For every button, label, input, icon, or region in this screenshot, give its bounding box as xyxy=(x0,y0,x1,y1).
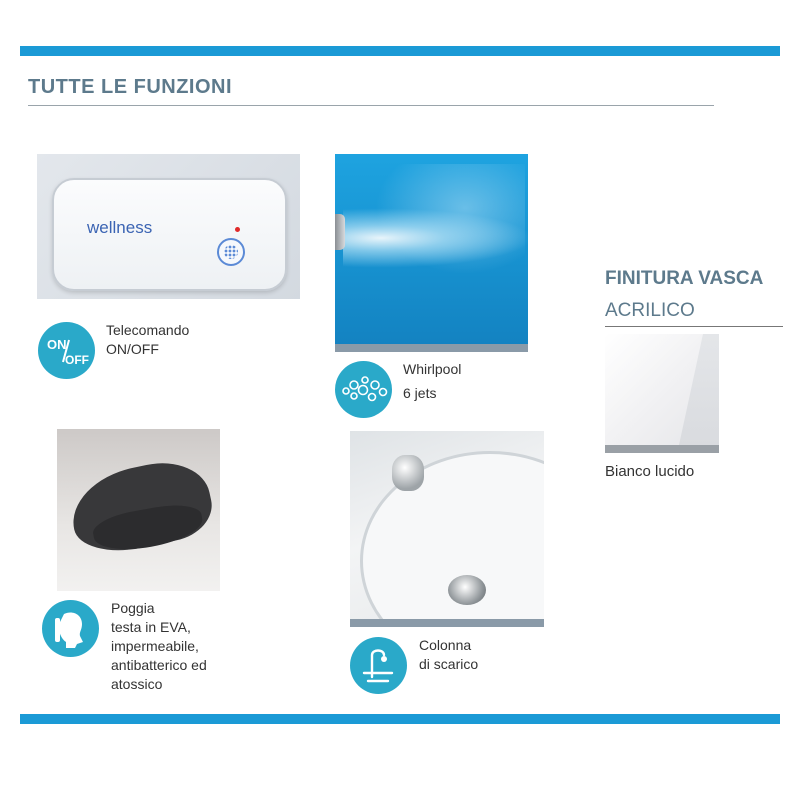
drain-caption xyxy=(419,636,478,674)
remote-control-photo xyxy=(37,154,300,299)
caption-line: impermeabile, xyxy=(111,638,199,654)
finish-divider xyxy=(605,326,783,327)
on-off-icon xyxy=(38,322,95,379)
caption-line: Colonna xyxy=(419,637,472,653)
jet-nozzle xyxy=(335,214,345,250)
caption-line: 6 jets xyxy=(403,385,437,401)
finish-swatch-label: Bianco lucido xyxy=(605,463,695,480)
bubbles-icon xyxy=(335,361,392,418)
remote-panel xyxy=(52,178,287,291)
caption-line: Telecomando xyxy=(106,322,190,338)
on-off-icon-bottom: OFF xyxy=(65,353,89,367)
drain-column-icon xyxy=(350,637,407,694)
on-off-icon-top: ON xyxy=(47,337,67,352)
caption-line: testa in EVA, xyxy=(111,619,191,635)
remote-button-icon xyxy=(217,238,245,266)
swatch-base xyxy=(605,445,719,453)
jet-stream xyxy=(343,208,528,268)
caption-line: di scarico xyxy=(419,656,479,672)
headrest-caption xyxy=(111,599,207,694)
photo-base xyxy=(350,619,544,627)
tub-curve xyxy=(360,451,544,627)
overflow-knob xyxy=(392,455,424,491)
section-title: TUTTE LE FUNZIONI xyxy=(28,76,233,98)
finish-material: ACRILICO xyxy=(605,300,695,321)
caption-line: antibatterico ed xyxy=(111,657,207,673)
top-accent-bar xyxy=(20,46,780,56)
finish-title: FINITURA VASCA xyxy=(605,268,764,289)
swatch-shade xyxy=(679,334,719,445)
photo-base xyxy=(335,344,528,352)
drain-photo xyxy=(350,431,544,627)
bottom-accent-bar xyxy=(20,714,780,724)
finish-swatch xyxy=(605,334,719,453)
caption-line: Poggia xyxy=(111,600,155,616)
headrest-photo xyxy=(57,429,220,591)
whirlpool-caption xyxy=(403,360,461,403)
whirlpool-photo xyxy=(335,154,528,352)
caption-line: atossico xyxy=(111,676,163,692)
remote-led xyxy=(235,227,240,232)
remote-caption xyxy=(106,321,189,359)
section-divider xyxy=(28,105,714,106)
remote-brand-label: wellness xyxy=(87,218,153,237)
caption-line: Whirlpool xyxy=(403,361,462,377)
drain-plug xyxy=(448,575,486,605)
headrest-icon xyxy=(42,600,99,657)
caption-line: ON/OFF xyxy=(106,341,159,357)
